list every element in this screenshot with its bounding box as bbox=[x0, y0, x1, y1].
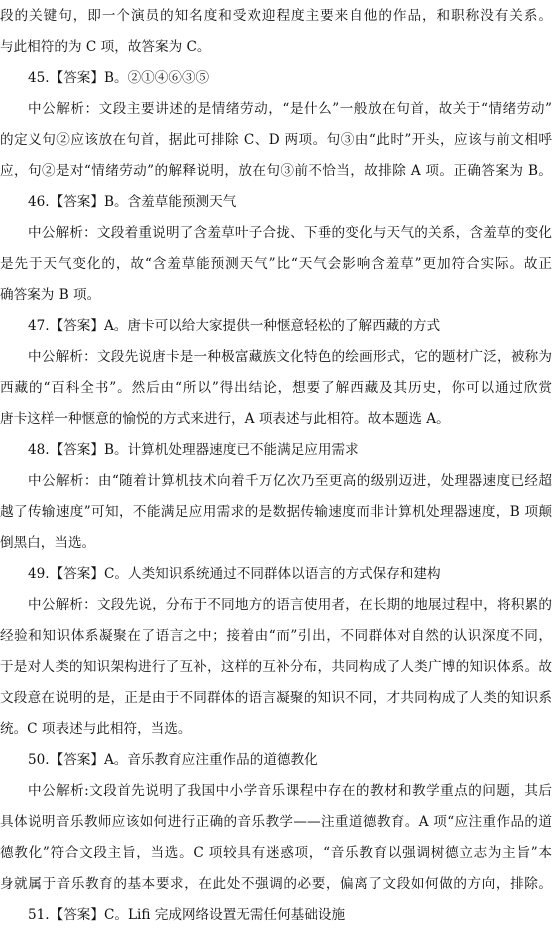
text-line: 德教化”符合文段主旨，当选。C 项较具有迷惑项，“音乐教育以强调树德立志为主旨”本 bbox=[0, 845, 552, 861]
answer-line-48: 48.【答案】B。计算机处理器速度已不能满足应用需求 bbox=[28, 442, 359, 458]
text-line: 身就属于音乐教育的基本要求，在此处不强调的必要，偏离了文段如何做的方向，排除。 bbox=[0, 876, 552, 892]
text-line: 是先于天气变化的，故“含羞草能预测天气”比“天气会影响含羞草”更加符合实际。故正 bbox=[0, 256, 552, 272]
text-line: 倒黑白，当选。 bbox=[0, 535, 96, 551]
analysis-line: 中公解析:文段首先说明了我国中小学音乐课程中存在的教材和教学重点的问题，其后 bbox=[28, 783, 552, 799]
analysis-line: 中公解析：由“随着计算机技术向着千万亿次乃至更高的级别迈进，处理器速度已经超 bbox=[28, 473, 552, 489]
text-line: 唐卡这样一种惬意的愉悦的方式来进行，A 项表述与此相符。故本题选 A。 bbox=[0, 411, 450, 427]
answer-line-49: 49.【答案】C。人类知识系统通过不同群体以语言的方式保存和建构 bbox=[28, 566, 441, 582]
text-line: 的定义句②应该放在句首，据此可排除 C、D 两项。句③由“此时”开头，应该与前文相呼 bbox=[0, 132, 552, 148]
text-line: 文段意在说明的是，正是由于不同群体的语言凝聚的知识不同，才共同构成了人类的知识系 bbox=[0, 690, 552, 706]
analysis-line: 中公解析：文段主要讲述的是情绪劳动，“是什么”一般放在句首，故关于“情绪劳动” bbox=[28, 101, 552, 117]
answer-line-47: 47.【答案】A。唐卡可以给大家提供一种惬意轻松的了解西藏的方式 bbox=[28, 318, 441, 334]
analysis-line: 中公解析：文段先说，分布于不同地方的语言使用者，在长期的地展过程中，将积累的 bbox=[28, 597, 552, 613]
answer-line-50: 50.【答案】A。音乐教育应注重作品的道德教化 bbox=[28, 752, 318, 768]
answer-line-51: 51.【答案】C。Lifi 完成网络设置无需任何基础设施 bbox=[28, 907, 346, 923]
analysis-line: 中公解析：文段着重说明了含羞草叶子合拢、下垂的变化与天气的关系，含羞草的变化 bbox=[28, 225, 552, 241]
text-line: 西藏的“百科全书”。然后由“所以”得出结论，想要了解西藏及其历史，你可以通过欣赏 bbox=[0, 380, 552, 396]
text-line: 具体说明音乐教师应该如何进行正确的音乐教学——注重道德教育。A 项“应注重作品的道 bbox=[0, 814, 552, 830]
answer-line-46: 46.【答案】B。含羞草能预测天气 bbox=[28, 194, 237, 210]
text-line: 确答案为 B 项。 bbox=[0, 287, 101, 303]
text-line: 越了传输速度”可知，不能满足应用需求的是数据传输速度而非计算机处理器速度，B 项颠 bbox=[0, 504, 552, 520]
text-line: 应，句②是对“情绪劳动”的解释说明，放在句③前不恰当，故排除 A 项。正确答案为 B。 bbox=[0, 163, 552, 179]
text-line: 与此相符的为 C 项，故答案为 C。 bbox=[0, 39, 211, 55]
answer-line-45: 45.【答案】B。②①④⑥③⑤ bbox=[28, 70, 210, 86]
text-line: 段的关键句，即一个演员的知名度和受欢迎程度主要来自他的作品，和职称没有关系。 bbox=[0, 8, 552, 24]
text-line: 经验和知识体系凝聚在了语言之中；接着由“而”引出，不同群体对自然的认识深度不同， bbox=[0, 628, 552, 644]
analysis-line: 中公解析：文段先说唐卡是一种极富藏族文化特色的绘画形式，它的题材广泛，被称为 bbox=[28, 349, 552, 365]
text-line: 于是对人类的知识架构进行了互补，这样的互补分布，共同构成了人类广博的知识体系。故 bbox=[0, 659, 552, 675]
text-line: 统。C 项表述与此相符，当选。 bbox=[0, 721, 192, 737]
